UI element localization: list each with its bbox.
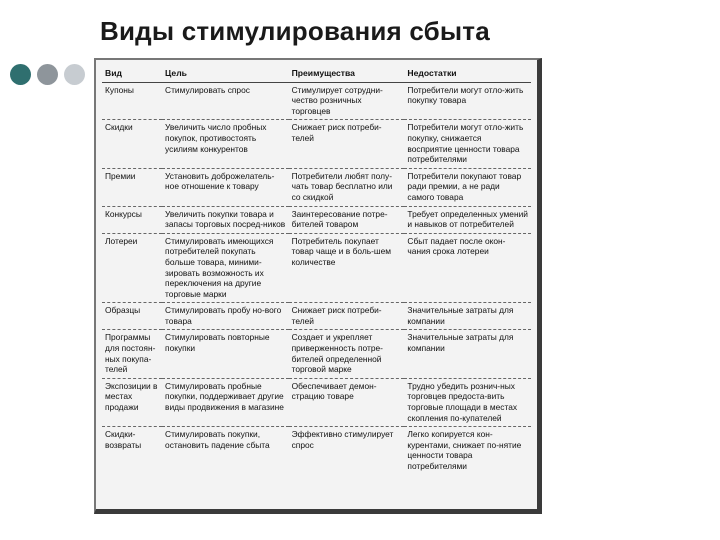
table-cell: Стимулировать повторные покупки xyxy=(162,330,289,378)
column-header: Недостатки xyxy=(404,66,531,82)
table-cell: Установить доброжелатель-ное отношение к товару xyxy=(162,168,289,206)
table-cell: Стимулировать имеющихся потребителей покупать больше товара, миними-зировать возможность их переключения на другие торговые марки xyxy=(162,233,289,303)
table-row xyxy=(102,303,531,330)
table-cell: Потребители покупают товар ради премии, а не ради самого товара xyxy=(404,168,531,206)
table-cell: Обеспечивает демон-страцию товаре xyxy=(289,378,405,426)
table-cell: Стимулировать спрос xyxy=(162,82,289,120)
column-header: Вид xyxy=(102,66,162,82)
table-cell: Заинтересование потре-бителей товаром xyxy=(289,206,405,233)
table-cell: Легко копируется кон-курентами, снижает по-нятие ценности товара потребителями xyxy=(407,429,522,471)
decorative-dot xyxy=(10,64,31,85)
sales-promotion-table xyxy=(102,66,531,475)
table-cell: Скидки xyxy=(102,120,162,168)
decorative-dot xyxy=(37,64,58,85)
table-cell: Стимулирует сотрудни-чество розничных торговцев xyxy=(289,82,405,120)
table-cell: Увеличить покупки товара и запасы торговых посред-ников xyxy=(162,206,289,233)
table-row xyxy=(102,120,531,168)
table-row xyxy=(102,330,531,378)
table-cell: Потребители могут отло-жить покупку товара xyxy=(404,82,531,120)
decorative-dot xyxy=(64,64,85,85)
table-cell: Стимулировать пробные покупки, поддерживает другие виды продвижения в магазине xyxy=(162,378,289,426)
table-cell: Снижает риск потреби-телей xyxy=(289,303,405,330)
table-cell: Трудно убедить рознич-ных торговцев предоста-вить торговые площади в местах скопления по-купателей xyxy=(404,378,531,426)
table-frame xyxy=(94,58,542,514)
table-cell: Премии xyxy=(102,168,162,206)
table-cell: Сбыт падает после окон-чания срока лотереи xyxy=(404,233,531,303)
table-cell: Скидки-возвраты xyxy=(105,429,142,450)
table-row xyxy=(102,206,531,233)
table-cell: Значительные затраты для компании xyxy=(404,330,531,378)
table-row xyxy=(102,168,531,206)
decorative-dots xyxy=(10,64,100,88)
slide-title: Виды стимулирования сбыта xyxy=(100,16,490,46)
table-cell: Потребители любят полу-чать товар бесплатно или со скидкой xyxy=(289,168,405,206)
table-header-row xyxy=(102,66,531,82)
table-row xyxy=(102,82,531,120)
table-cell: Увеличить число пробных покупок, противостоять усилиям конкурентов xyxy=(162,120,289,168)
table-cell: Эффективно стимулирует спрос xyxy=(291,429,394,450)
table-cell: Экспозиции в местах продажи xyxy=(102,378,162,426)
table-cell: Образцы xyxy=(102,303,162,330)
table-cell: Потребители могут отло-жить покупку, снижается восприятие ценности товара потребителями xyxy=(404,120,531,168)
table-cell: Значительные затраты для компании xyxy=(404,303,531,330)
table-cell: Программы для постоян-ных покупа-телей xyxy=(102,330,162,378)
table-cell: Купоны xyxy=(102,82,162,120)
column-header: Преимущества xyxy=(289,66,405,82)
table-cell: Создает и укрепляет приверженность потре-бителей определенной торговой марке xyxy=(289,330,405,378)
table-cell: Стимулировать пробу но-вого товара xyxy=(162,303,289,330)
table-cell: Потребитель покупает товар чаще и в боль-шем количестве xyxy=(289,233,405,303)
table-cell: Лотереи xyxy=(102,233,162,303)
table-cell: Снижает риск потреби-телей xyxy=(289,120,405,168)
table-row xyxy=(102,427,531,475)
table-row xyxy=(102,233,531,303)
table-cell: Конкурсы xyxy=(102,206,162,233)
table-row xyxy=(102,378,531,426)
table-cell: Стимулировать покупки, остановить падение сбыта xyxy=(165,429,270,450)
table-cell: Требует определенных умений и навыков от потребителей xyxy=(404,206,531,233)
column-header: Цель xyxy=(162,66,289,82)
